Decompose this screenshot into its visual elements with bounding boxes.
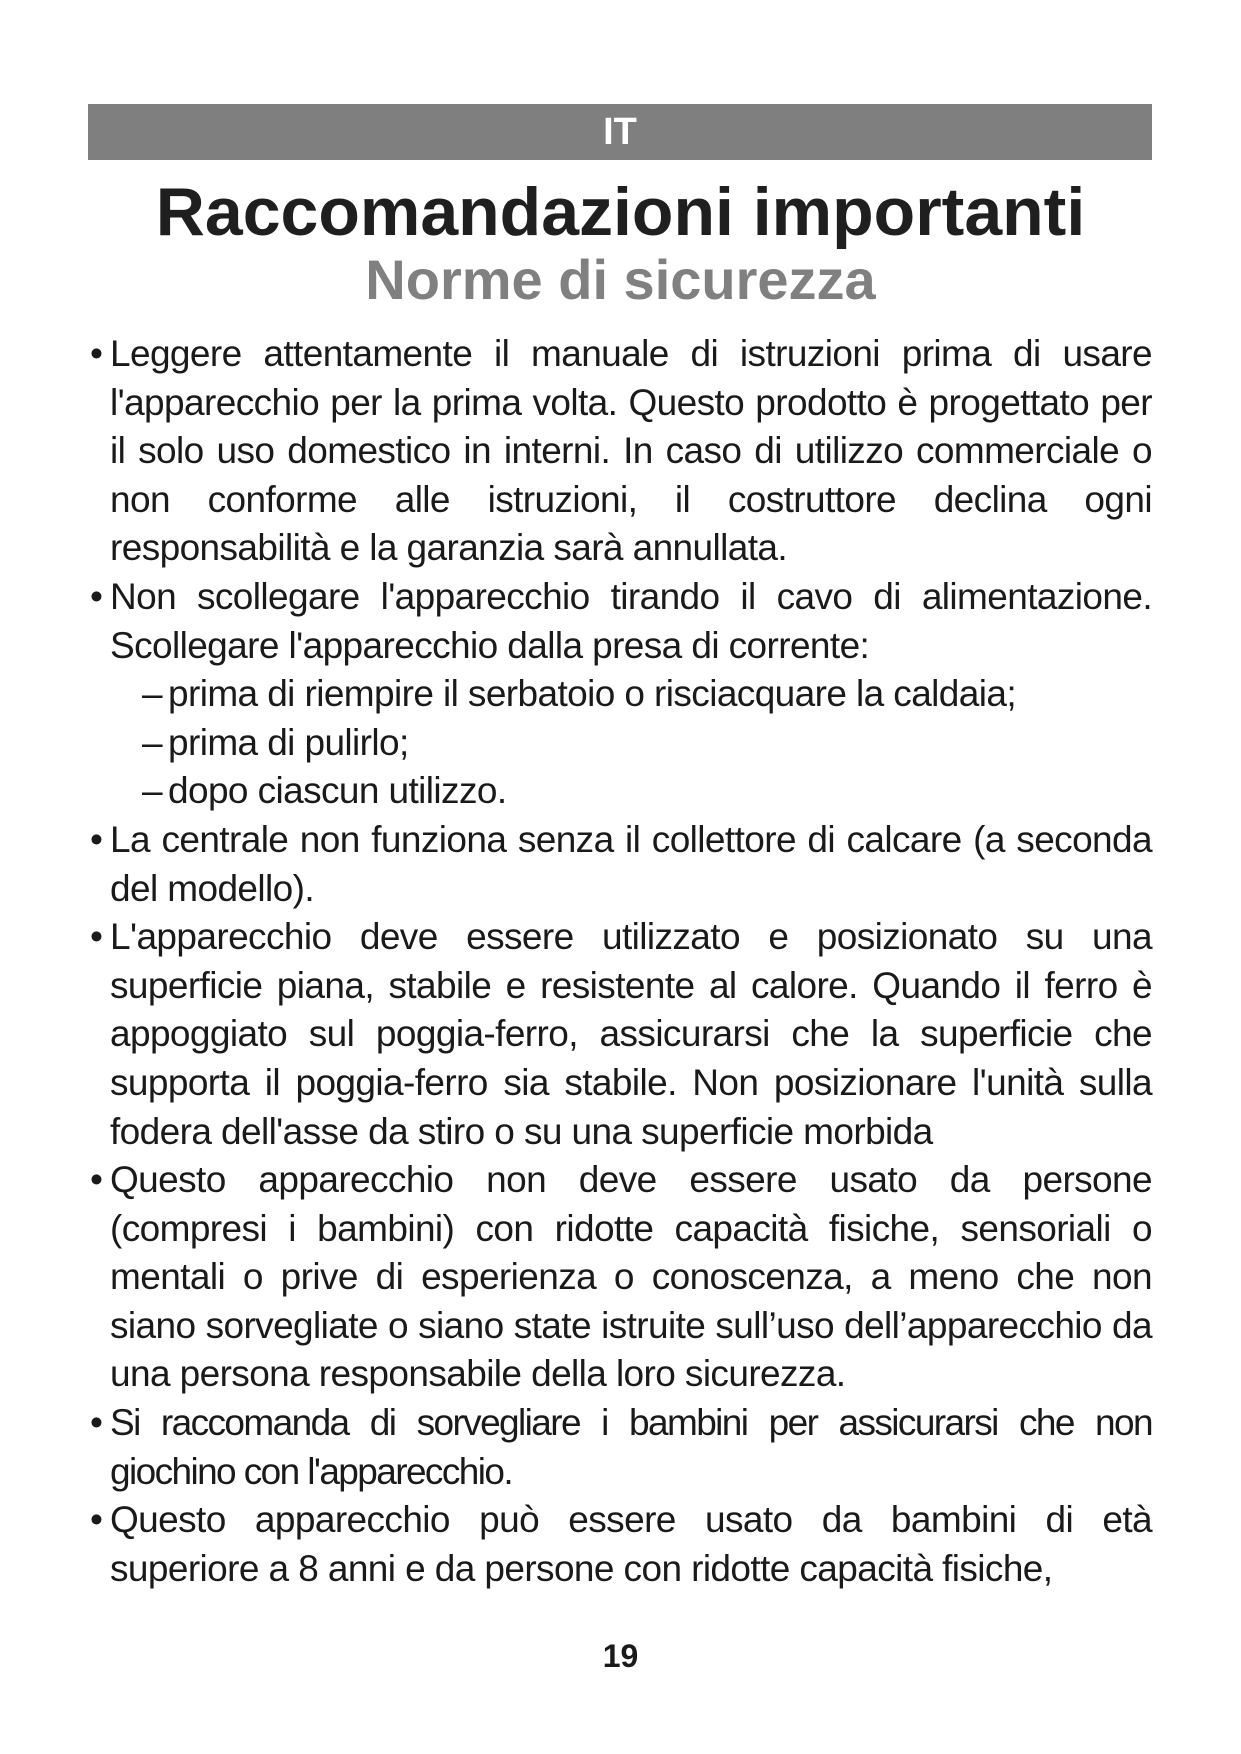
- section-subtitle: Norme di sicurezza: [365, 248, 876, 311]
- page-title: Raccomandazioni importanti: [155, 174, 1086, 250]
- list-item-text: La centrale non funziona senza il collettore di calcare (a seconda del modello).: [110, 818, 1152, 909]
- list-item-text: Leggere attentamente il manuale di istruzioni prima di usare l'apparecchio per la prima volta. Questo prodotto è progettato per il solo uso domestico in interni. In caso di utilizzo commerciale o non conforme alle istruzioni, il costruttore declina ogni responsabilità e la garanzia sarà annullata.: [110, 333, 1152, 569]
- sub-list-item: [88, 670, 1152, 719]
- language-header-bar: [88, 104, 1152, 160]
- bullet-icon: •: [90, 1499, 103, 1541]
- list-item-text: Non scollegare l'apparecchio tirando il cavo di alimentazione. Scollegare l'apparecchio dalla presa di corrente:: [110, 575, 1152, 666]
- list-item: [88, 1399, 1152, 1496]
- sub-list-item: [88, 719, 1152, 768]
- list-item-text: Questo apparecchio non deve essere usato da persone (compresi i bambini) con ridotte capacità fisiche, sensoriali o mentali o prive di esperienza o conoscenza, a meno che non siano sorvegliate o siano state istruite sull’uso dell’apparecchio da una persona responsabile della loro sicurezza.: [110, 1159, 1152, 1395]
- page-number: 19: [602, 1638, 639, 1674]
- dash-icon: –: [142, 673, 162, 715]
- list-item: [88, 913, 1152, 1156]
- safety-instructions-list: [88, 330, 1152, 1593]
- list-item-text: Questo apparecchio può essere usato da bambini di età superiore a 8 anni e da persone con ridotte capacità fisiche,: [110, 1499, 1152, 1589]
- dash-icon: –: [142, 721, 162, 763]
- list-item: [88, 1156, 1152, 1399]
- list-item-text: L'apparecchio deve essere utilizzato e posizionato su una superficie piana, stabile e resistente al calore. Quando il ferro è appoggiato sul poggia-ferro, assicurarsi che la superficie che supporta il poggia-ferro sia stabile. Non posizionare l'unità sulla fodera dell'asse da stiro o su una superficie morbida: [110, 916, 1152, 1152]
- bullet-icon: •: [90, 916, 103, 958]
- sub-list-item-text: prima di pulirlo;: [168, 721, 409, 763]
- language-code: IT: [603, 111, 637, 153]
- sub-list-item: [88, 767, 1152, 816]
- dash-icon: –: [142, 770, 162, 812]
- bullet-icon: •: [90, 1159, 103, 1201]
- bullet-icon: •: [90, 1402, 102, 1444]
- bullet-icon: •: [90, 333, 103, 374]
- sub-list-item-text: prima di riempire il serbatoio o risciacquare la caldaia;: [168, 673, 1017, 715]
- list-item: [88, 330, 1152, 573]
- list-item: [88, 1496, 1152, 1593]
- list-item: [88, 573, 1152, 670]
- bullet-icon: •: [90, 575, 103, 617]
- list-item: [88, 816, 1152, 913]
- sub-list-item-text: dopo ciascun utilizzo.: [168, 770, 507, 812]
- list-item-text: Si raccomanda di sorvegliare i bambini per assicurarsi che non giochino con l'apparecchio.: [110, 1402, 1152, 1492]
- bullet-icon: •: [90, 818, 103, 860]
